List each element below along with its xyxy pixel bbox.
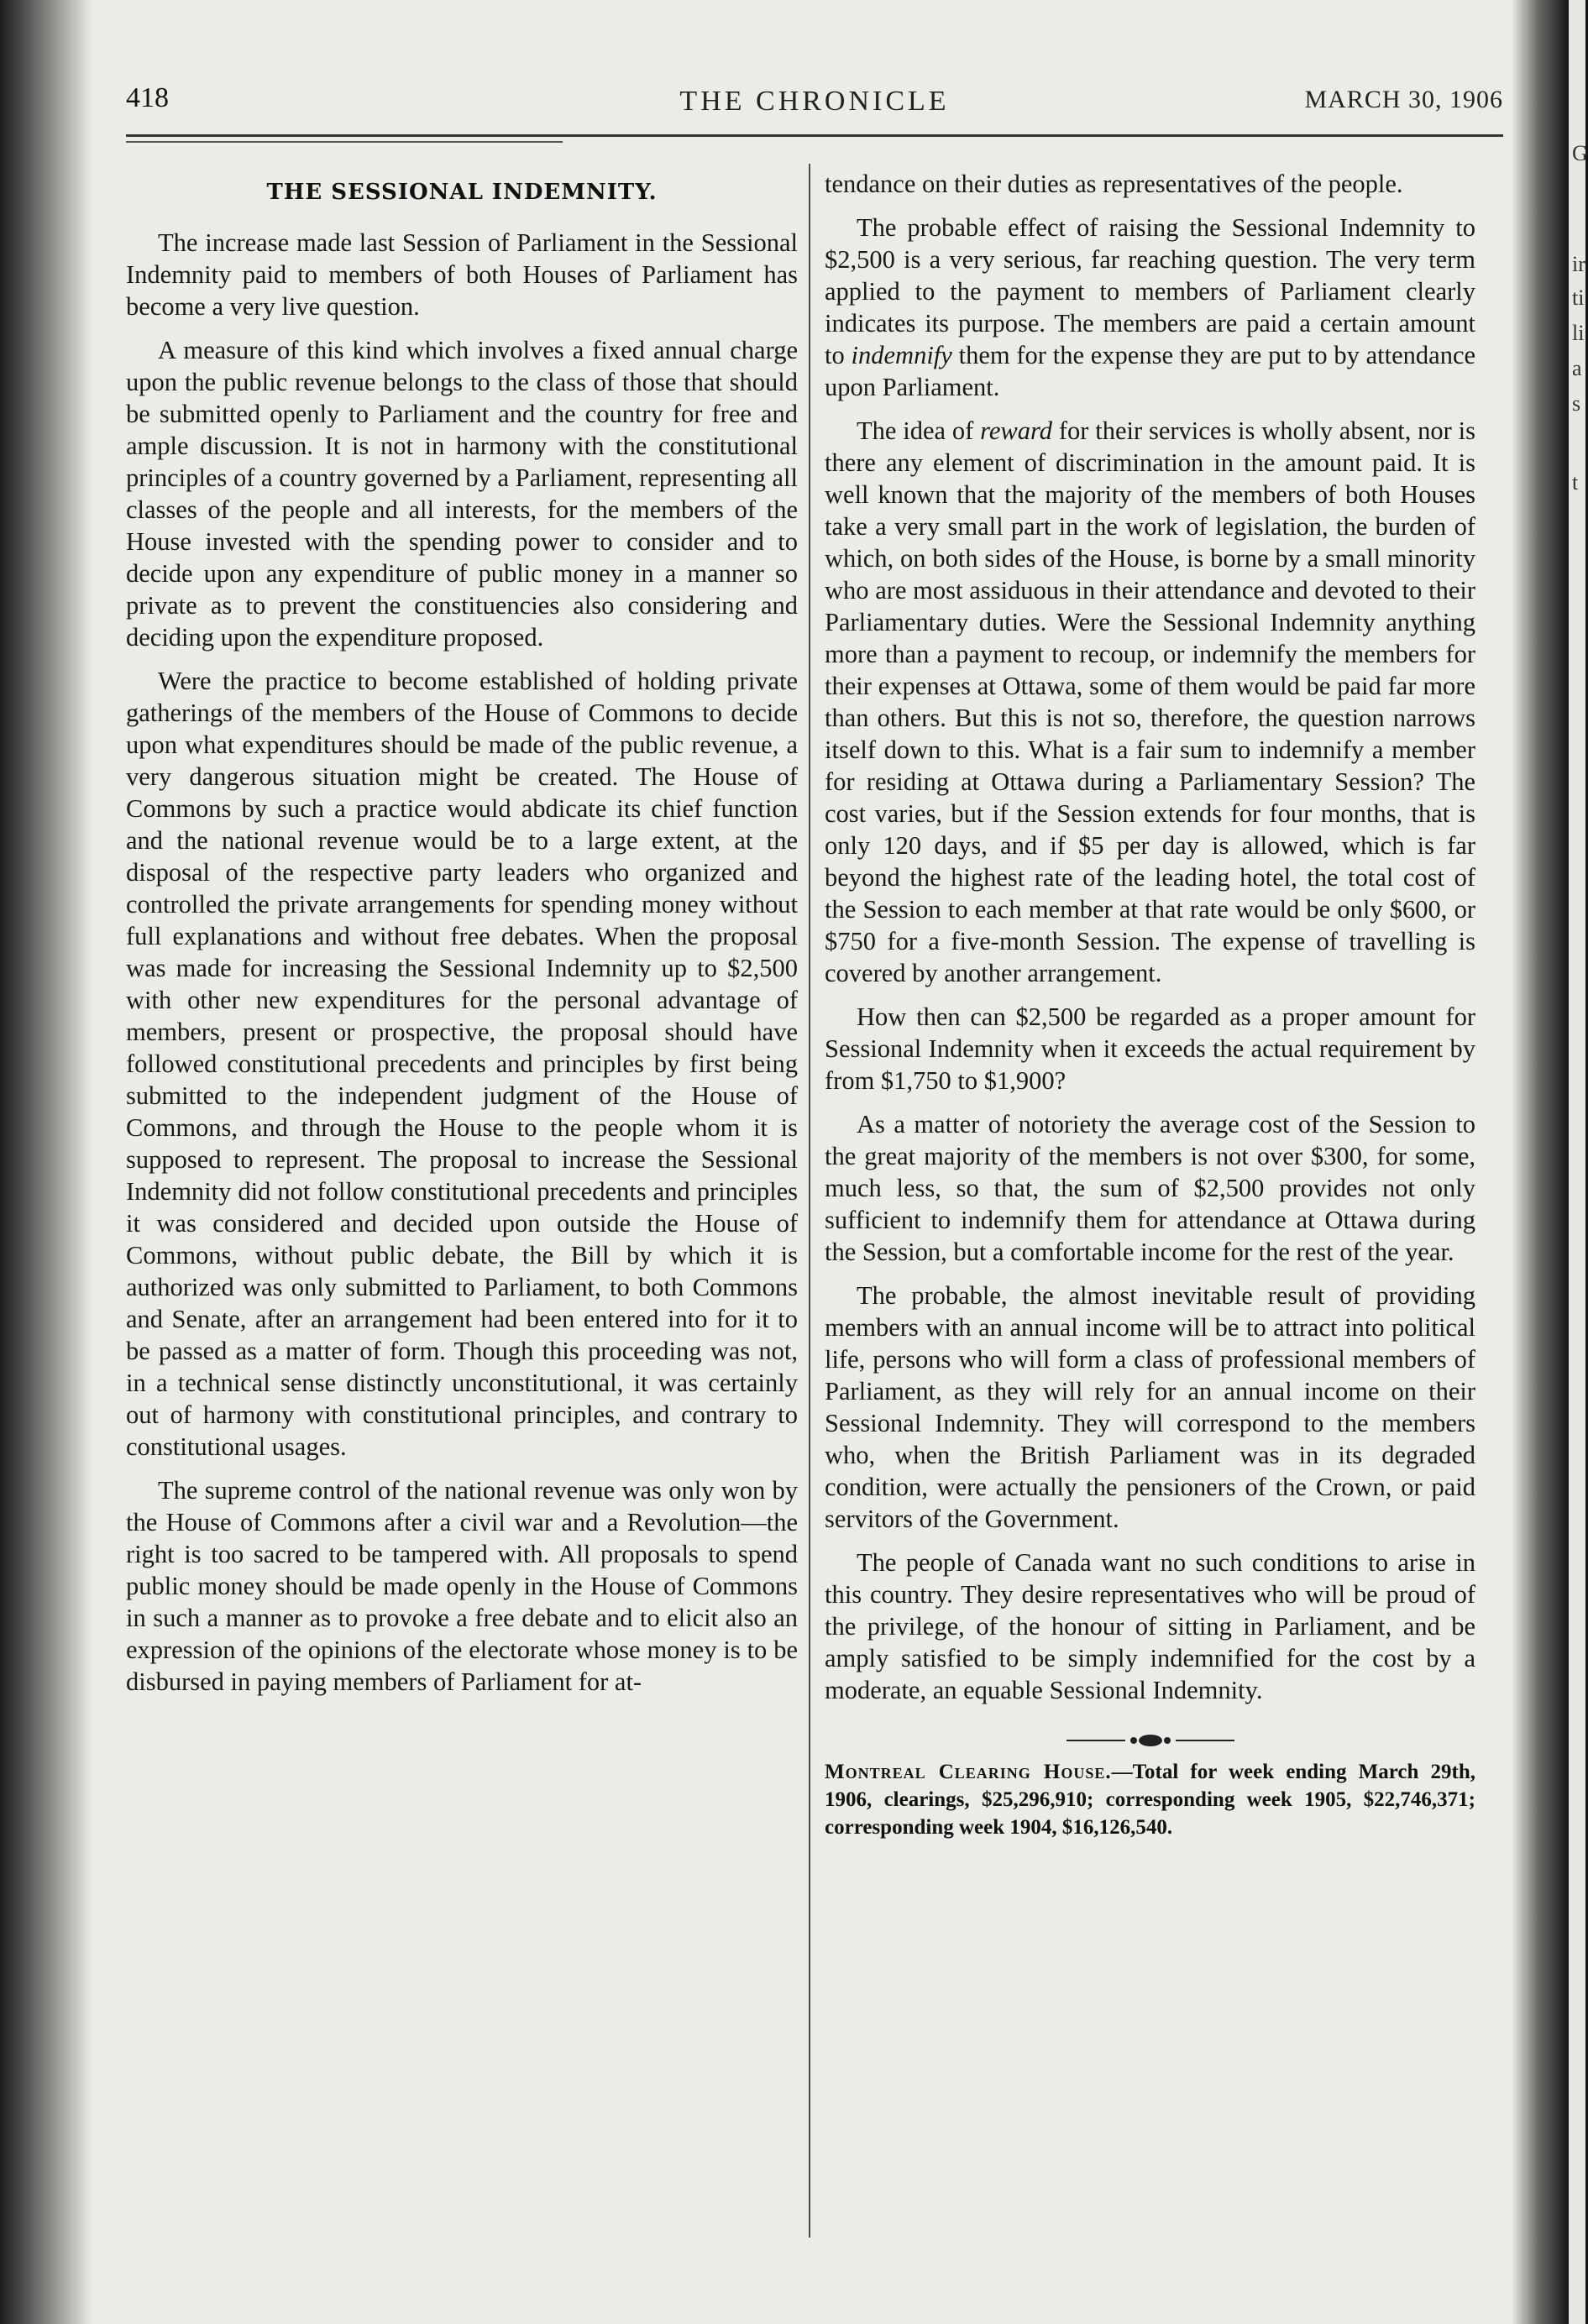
left-column: [126, 168, 798, 1709]
next-page-fragment: t: [1572, 470, 1579, 495]
running-title: THE CHRONICLE: [679, 86, 950, 117]
next-page-fragment: a: [1572, 356, 1582, 380]
article-paragraph-continued: tendance on their duties as representatives of the people.: [825, 170, 1403, 198]
article-paragraph: [825, 212, 1475, 403]
article-title: THE SESSIONAL INDEMNITY.: [266, 180, 658, 205]
article-paragraph: As a matter of notoriety the average cost of the Session to the great majority of the members is not over $300, for some, much less, so that, the sum of $2,500 provides not only sufficient to indemnify them for attendance at Ottawa during the Session, but a comfortable income for the rest of the year.: [825, 1110, 1475, 1266]
column-divider: [809, 164, 810, 2238]
ornament-rule-icon: [1067, 1732, 1234, 1749]
article-paragraph: How then can $2,500 be regarded as a proper amount for Sessional Indemnity when it exceeds the actual requirement by from $1,750 to $1,900?: [825, 1002, 1475, 1095]
header-rule-secondary: [126, 141, 563, 143]
next-page-fragment: G: [1572, 141, 1588, 165]
note-title: Montreal Clearing House.: [825, 1761, 1112, 1783]
emphasized-word: reward: [980, 416, 1053, 445]
next-page-fragment: li: [1572, 321, 1585, 345]
scan-gutter-shadow: [1512, 0, 1570, 2324]
paragraph-text: The probable effect of raising the Sessional Indemnity to $2,500 is a very serious, far reaching question. The very term applied to the payment to members of Parliament clearly indicates its purpose. The members are paid a certain amount to: [825, 213, 1475, 369]
right-column: [825, 168, 1475, 1841]
article-paragraph: The increase made last Session of Parliament in the Sessional Indemnity paid to members of both Houses of Parliament has become a very live question.: [126, 228, 798, 321]
article-paragraph: [825, 415, 1475, 989]
issue-date: MARCH 30, 1906: [1304, 86, 1503, 113]
note-text: —Total for week ending March 29th, 1906, clearings, $25,296,910; corresponding week 1905, $22,746,371; corresponding week 1904, $16,126,540.: [825, 1761, 1475, 1839]
paragraph-text: The idea of: [857, 416, 974, 445]
next-page-edge: [1569, 0, 1588, 2324]
next-page-fragment: s: [1572, 391, 1581, 416]
section-ornament: [825, 1725, 1475, 1741]
next-page-fragment: ir: [1572, 252, 1585, 276]
article-paragraph: The people of Canada want no such conditions to arise in this country. They desire representatives who will be proud of the privilege, of the honour of sitting in Parliament, and be amply satisfied to be simply indemnified for the cost by a moderate, an equable Sessional Indemnity.: [825, 1548, 1475, 1704]
page-number: 418: [126, 82, 169, 113]
header-rule: [126, 134, 1503, 137]
paragraph-text: them for the expense they are put to by attendance upon Parliament.: [825, 341, 1476, 401]
scan-left-edge: [0, 0, 92, 2324]
emphasized-word: indemnify: [851, 341, 952, 369]
clearing-house-note: [825, 1758, 1475, 1841]
article-paragraph: The supreme control of the national revenue was only won by the House of Commons after a civil war and a Revolution—the right is too sacred to be tampered with. All proposals to spend public money should be made openly in the House of Commons in such a manner as to provoke a free debate and to elicit also an expression of the opinions of the electorate whose money is to be disbursed in paying members of Parliament for at-: [126, 1476, 798, 1696]
article-paragraph: A measure of this kind which involves a fixed annual charge upon the public revenue belongs to the class of those that should be submitted openly to Parliament and the country for free and ample discussion. It is not in harmony with the constitutional principles of a country governed by a Parliament, representing all classes of the people and all interests, for the members of the House invested with the spending power to consider and to decide upon any expenditure of public money in a manner so private as to prevent the constituencies also considering and deciding upon the expenditure proposed.: [126, 336, 798, 652]
article-paragraph: The probable, the almost inevitable result of providing members with an annual income will be to attract into political life, persons who will form a class of professional members of Parliament, as they will rely for an annual income on their Sessional Indemnity. They will correspond to the members who, when the British Parliament was in its degraded condition, were actually the pensioners of the Crown, or paid servitors of the Government.: [825, 1281, 1475, 1533]
paragraph-text: for their services is wholly absent, nor is there any element of discrimination in the amount paid. It is well known that the majority of the members of both Houses take a very small part in the work of legislation, the burden of which, on both sides of the House, is borne by a small minority who are most assiduous in their attendance and devoted to their Parliamentary duties. Were the Sessional Indemnity anything more than a payment to recoup, or indemnify the members for their expenses at Ottawa, some of them would be paid far more than others. But this is not so, therefore, the question narrows itself down to this. What is a fair sum to indemnify a member for residing at Ottawa during a Parliamentary Session? The cost varies, but if the Session extends for four months, that is only 120 days, and if $5 per day is allowed, which is far beyond the highest rate of the leading hotel, the total cost of the Session to each member at that rate would be only $600, or $750 for a five-month Session. The expense of travelling is covered by another arrangement.: [825, 416, 1476, 987]
article-paragraph: Were the practice to become established of holding private gatherings of the members of the House of Commons to decide upon what expenditures should be made of the public revenue, a very dangerous situation might be created. The House of Commons by such a practice would abdicate its chief function and the national revenue would be to a large extent, at the disposal of the respective party leaders who organized and controlled the private arrangements for spending money without full explanations and without free debates. When the proposal was made for increasing the Sessional Indemnity up to $2,500 with other new expenditures for the personal advantage of members, present or prospective, the proposal should have followed constitutional precedents and principles by first being submitted to the independent judgment of the House of Commons, and through the House to the people whom it is supposed to represent. The proposal to increase the Sessional Indemnity did not follow constitutional precedents and principles it was considered and decided upon outside the House of Commons, without public debate, the Bill by which it is authorized was only submitted to Parliament, to both Commons and Senate, after an arrangement had been entered into for it to be passed as a matter of form. Though this proceeding was not, in a technical sense distinctly unconstitutional, it was certainly out of harmony with constitutional principles, and contrary to constitutional usages.: [126, 667, 798, 1461]
next-page-fragment: ti: [1572, 285, 1585, 310]
page-header: [126, 82, 1503, 133]
